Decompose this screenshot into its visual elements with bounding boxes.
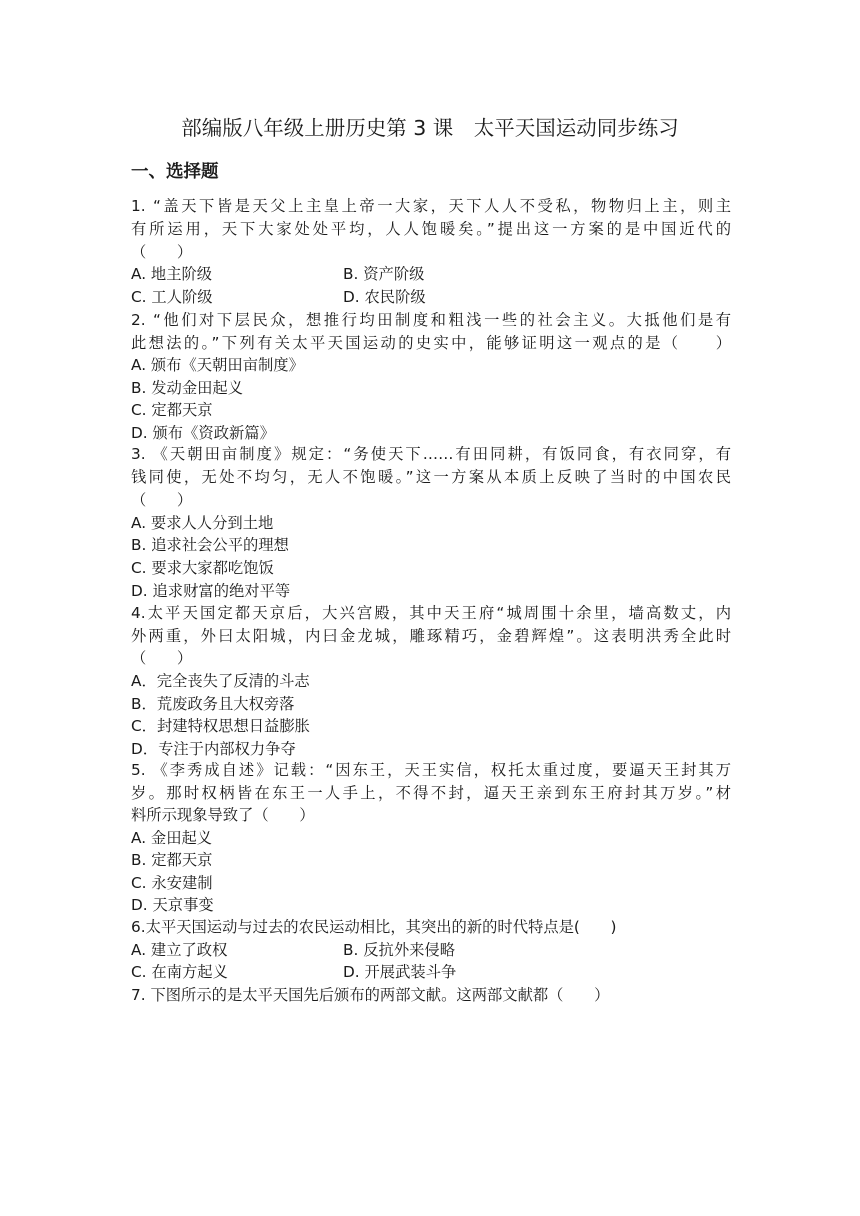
- question-text-line: 5. 《李秀成自述》记载：“因东王，天王实信，权托太重过度，要逼天王封其万: [131, 761, 731, 779]
- option-a: A．完全丧失了反清的斗志: [131, 672, 310, 690]
- option-a: A. 建立了政权: [131, 941, 228, 959]
- question-text-line: 7. 下图所示的是太平天国先后颁布的两部文献。这两部文献都（ ）: [131, 986, 610, 1004]
- option-c: C. 要求大家都吃饱饭: [131, 559, 274, 577]
- option-c: C．封建特权思想日益膨胀: [131, 717, 310, 735]
- option-b: B. 发动金田起义: [131, 379, 244, 397]
- question-text-line: 外两重，外曰太阳城，内曰金龙城，雕琢精巧，金碧辉煌”。这表明洪秀全此时: [131, 627, 731, 645]
- option-d: D. 颁布《资政新篇》: [131, 424, 275, 442]
- question-text-line: 1. “盖天下皆是天父上主皇上帝一大家，天下人人不受私，物物归上主，则主: [131, 197, 731, 215]
- question-text-line: 6.太平天国运动与过去的农民运动相比，其突出的新的时代特点是( ): [131, 918, 617, 936]
- question-text-line: （ ）: [131, 243, 193, 261]
- question-text-line: 此想法的。”下列有关太平天国运动的史实中，能够证明这一观点的是（ ）: [131, 334, 731, 352]
- question-text-line: （ ）: [131, 491, 193, 509]
- option-a: A. 金田起义: [131, 829, 213, 847]
- section-heading: 一、选择题: [131, 162, 219, 182]
- question-text-line: （ ）: [131, 649, 193, 667]
- option-c: C. 工人阶级: [131, 288, 213, 306]
- question-text-line: 有所运用，天下大家处处平均，人人饱暖矣。”提出这一方案的是中国近代的: [131, 220, 731, 238]
- option-c: C. 定都天京: [131, 401, 213, 419]
- question-text-line: 钱同使，无处不均匀，无人不饱暖。”这一方案从本质上反映了当时的中国农民: [131, 468, 731, 486]
- option-c: C. 在南方起义: [131, 963, 228, 981]
- option-b: B. 反抗外来侵略: [343, 941, 456, 959]
- option-d: D. 追求财富的绝对平等: [131, 582, 291, 600]
- question-text-line: 4.太平天国定都天京后，大兴宫殿，其中天王府“城周围十余里，墙高数丈，内: [131, 604, 731, 622]
- option-a: A. 要求人人分到土地: [131, 514, 274, 532]
- option-d: D. 农民阶级: [343, 288, 426, 306]
- question-text-line: 3. 《天朝田亩制度》规定：“务使天下……有田同耕，有饭同食，有衣同穿，有: [131, 445, 731, 463]
- option-d: D. 天京事变: [131, 896, 214, 914]
- option-c: C. 永安建制: [131, 874, 213, 892]
- option-b: B．荒废政务且大权旁落: [131, 695, 295, 713]
- option-d: D．专注于内部权力争夺: [131, 740, 296, 758]
- option-a: A. 地主阶级: [131, 265, 213, 283]
- option-b: B. 资产阶级: [343, 265, 425, 283]
- question-text-line: 2. “他们对下层民众，想推行均田制度和粗浅一些的社会主义。大抵他们是有: [131, 311, 731, 329]
- page-title: 部编版八年级上册历史第 3 课 太平天国运动同步练习: [181, 116, 679, 140]
- option-a: A. 颁布《天朝田亩制度》: [131, 356, 304, 374]
- option-b: B. 定都天京: [131, 851, 213, 869]
- option-d: D. 开展武装斗争: [343, 963, 457, 981]
- option-b: B. 追求社会公平的理想: [131, 536, 289, 554]
- question-text-line: 岁。那时权柄皆在东王一人手上，不得不封，逼天王亲到东王府封其万岁。”材: [131, 784, 731, 802]
- question-text-line: 料所示现象导致了（ ）: [131, 806, 315, 824]
